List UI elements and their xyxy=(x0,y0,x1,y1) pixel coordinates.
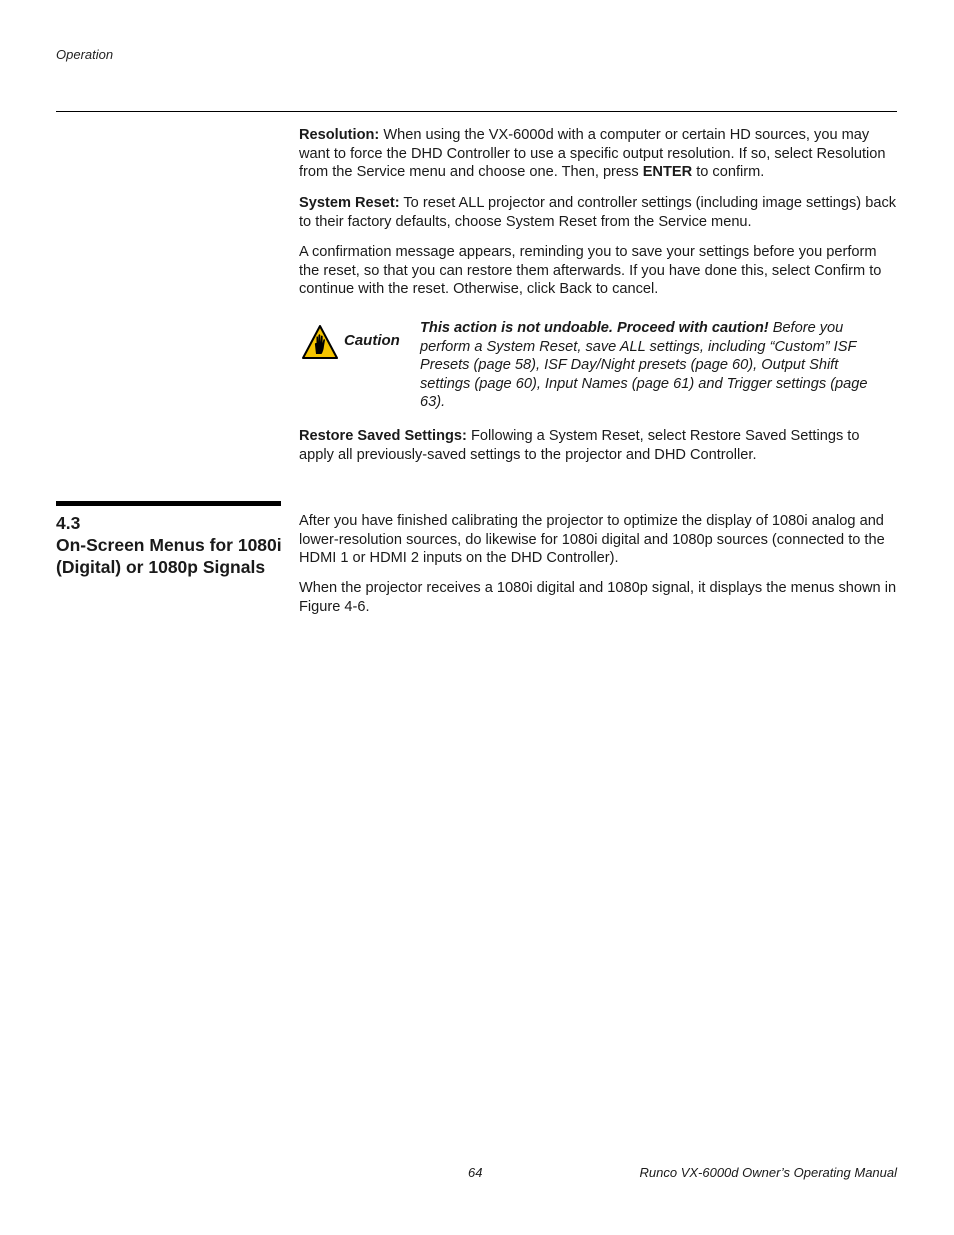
system-reset-label: System Reset: xyxy=(299,195,400,211)
system-reset-text: To reset ALL projector and controller settings (including image settings) back to their factory defaults, choose System Reset from the Service menu. xyxy=(299,195,897,230)
section-paragraph-2: When the projector receives a 1080i digital and 1080p signal, it displays the menus shown in Figure 4-6. xyxy=(299,580,897,615)
section-paragraph-1: After you have finished calibrating the projector to optimize the display of 1080i analog and lower-resolution sources, do likewise for 1080i digital and 1080p sources (connected to the HDMI 1 or HDMI 2 inputs on the DHD Controller). xyxy=(299,513,885,567)
caution-label: Caution xyxy=(344,332,400,349)
running-header: Operation xyxy=(56,47,114,62)
enter-key-label: ENTER xyxy=(642,164,693,181)
section-title: On-Screen Menus for 1080i (Digital) or 1080p Signals xyxy=(56,535,282,577)
caution-hand-icon xyxy=(302,324,338,360)
section-rule xyxy=(56,501,281,506)
resolution-text-b: to confirm. xyxy=(692,164,765,181)
header-rule xyxy=(56,111,897,112)
resolution-paragraph xyxy=(299,126,897,182)
resolution-text-a: When using the VX-6000d with a computer or certain HD sources, you may want to force the DHD Controller to use a specific output resolution. If so, select Resolution from the Service menu and choose one. Then, press xyxy=(299,127,886,181)
page-number: 64 xyxy=(468,1165,483,1180)
section-number: 4.3 xyxy=(56,513,81,533)
system-reset-paragraph xyxy=(299,194,897,231)
confirmation-paragraph: A confirmation message appears, reminding you to save your settings before you perform the reset, so that you can restore them afterwards. If you have done this, select Confirm to continue with the reset. Otherwise, click Back to cancel. xyxy=(299,244,882,298)
restore-text: Following a System Reset, select Restore Saved Settings to apply all previously-saved settings to the projector and DHD Controller. xyxy=(299,428,860,463)
restore-label: Restore Saved Settings: xyxy=(299,428,467,444)
resolution-label: Resolution: xyxy=(299,127,380,143)
caution-body: Before you perform a System Reset, save ALL settings, including “Custom” ISF Presets (page 58), ISF Day/Night presets (page 60), Output Shift settings (page 60), Input Names (page 61) and Trigger settings (page 63). xyxy=(420,320,868,411)
restore-paragraph xyxy=(299,427,897,464)
caution-text xyxy=(420,319,890,412)
manual-title: Runco VX-6000d Owner’s Operating Manual xyxy=(639,1165,897,1180)
caution-emphasis: This action is not undoable. Proceed with caution! xyxy=(420,320,769,336)
